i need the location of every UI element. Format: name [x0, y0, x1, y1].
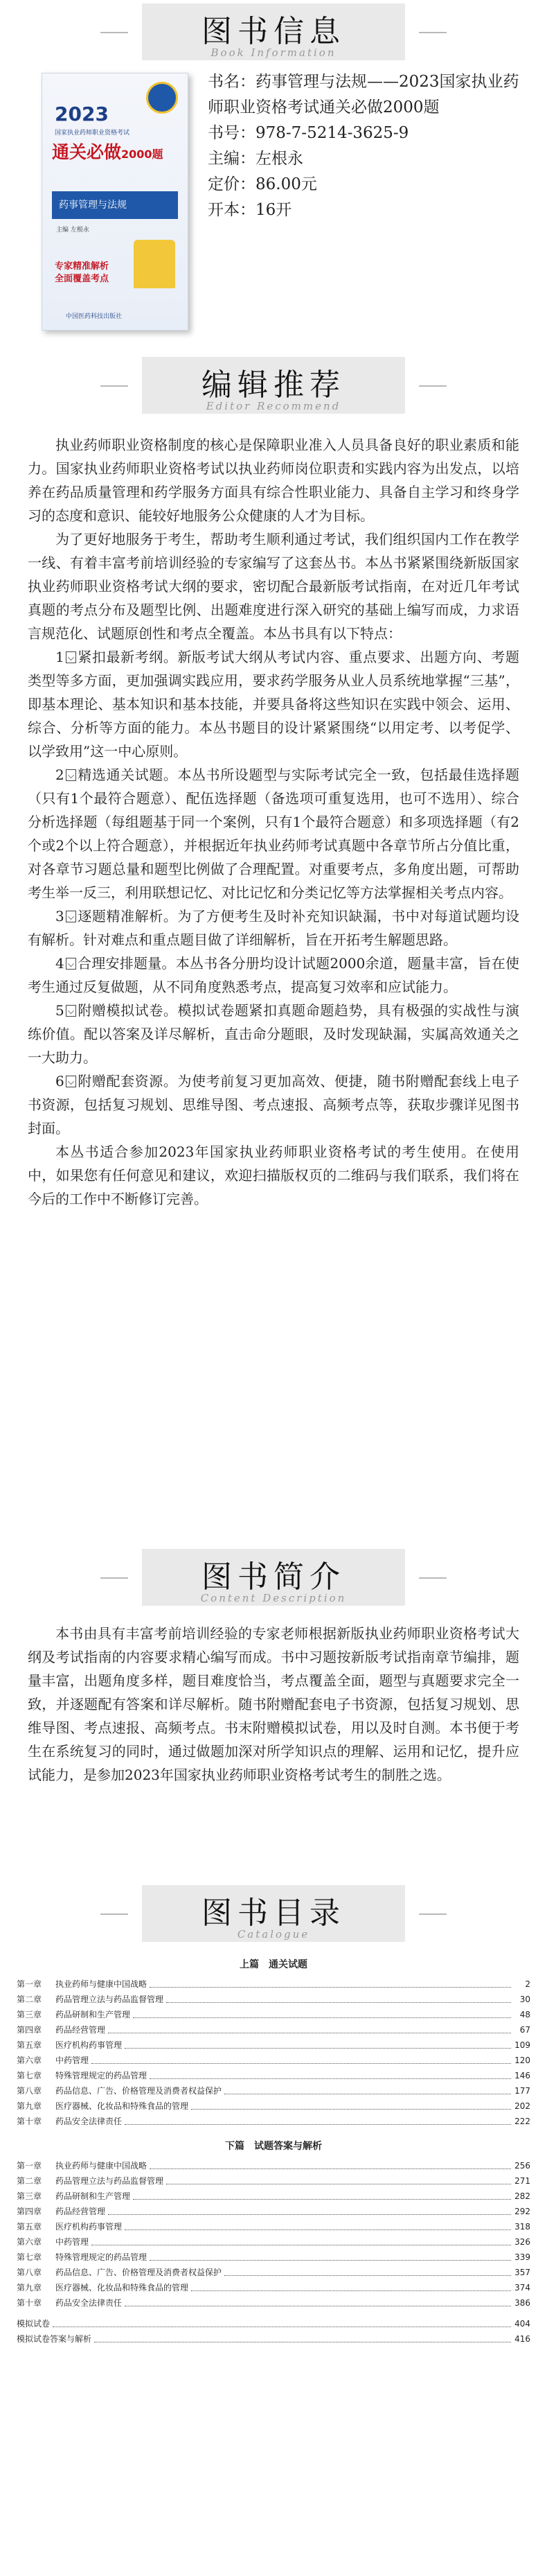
- toc-row: [17, 2234, 530, 2250]
- toc-chapter-number: 第十章: [17, 2298, 42, 2308]
- toc-leader-dots: [150, 1987, 511, 1988]
- section-title: 图书简介: [201, 1559, 346, 1595]
- toc-entry-label: [17, 2204, 105, 2219]
- toc-chapter-number: 第三章: [17, 2191, 42, 2201]
- section-title-box: [142, 357, 405, 414]
- toc-entry-label: [17, 2053, 89, 2068]
- toc-page-number: 120: [514, 2056, 530, 2065]
- section-banner-recommend: [0, 353, 547, 417]
- toc-entry-title: 药品安全法律责任: [55, 2298, 123, 2308]
- toc-row: [17, 2038, 530, 2053]
- toc-row: [17, 2280, 530, 2295]
- cover-publisher: 中国医药科技出版社: [66, 313, 123, 320]
- toc-entry-title: 药品经营管理: [55, 2207, 106, 2216]
- toc-chapter-number: 第一章: [17, 2161, 42, 2171]
- toc-entry-label: [17, 2022, 105, 2038]
- toc-page-number: 177: [514, 2086, 530, 2096]
- toc-entry-title: 模拟试卷: [17, 2319, 51, 2329]
- cover-subject-band: 药事管理与法规: [52, 191, 178, 219]
- toc-row: [17, 2265, 530, 2280]
- section-subtitle: Book Information: [210, 46, 337, 59]
- toc-entry-title: 药品信息、广告、价格管理及消费者权益保护: [55, 2268, 222, 2277]
- toc-part-list: [17, 1977, 530, 2129]
- toc-row: [17, 2158, 530, 2173]
- book-format: 开本：16开: [208, 201, 292, 219]
- book-title: 书名：药事管理与法规——2023国家执业药师职业资格考试通关必做2000题: [208, 73, 519, 116]
- cover-pass: 通关必做2000题: [52, 142, 163, 162]
- toc-entry-label: [17, 2114, 122, 2129]
- table-of-contents: [17, 1953, 530, 2347]
- toc-leader-dots: [133, 2199, 511, 2200]
- toc-entry-title: 执业药师与健康中国战略: [55, 2161, 147, 2171]
- toc-entry-title: 药品管理立法与药品监督管理: [55, 1995, 164, 2004]
- toc-leader-dots: [91, 2063, 511, 2064]
- toc-chapter-number: 第四章: [17, 2207, 42, 2216]
- recommend-paragraph: 5 附赠模拟试卷。模拟试卷题紧扣真题命题趋势，具有极强的实战性与演练价值。配以答案及详尽解析，直击命分题眼，及时发现缺漏，实属高效通关之一大助力。: [28, 1002, 520, 1066]
- toc-entry-title: 中药管理: [55, 2237, 89, 2247]
- section-subtitle: Catalogue: [237, 1928, 310, 1940]
- toc-entry-label: [17, 2068, 147, 2083]
- cover-year: 2023: [55, 103, 109, 125]
- toc-entry-label: [17, 1977, 147, 1992]
- cover-tags: 专家精准解析 全面覆盖考点: [55, 261, 109, 284]
- book-isbn: 书号：978-7-5214-3625-9: [208, 124, 409, 142]
- toc-entry-title: 医疗机构药事管理: [55, 2040, 123, 2050]
- toc-chapter-number: 第六章: [17, 2237, 42, 2247]
- section-subtitle: Content Description: [200, 1592, 347, 1604]
- book-cover-image: [42, 73, 188, 331]
- toc-chapter-number: 第五章: [17, 2040, 42, 2050]
- toc-entry-title: 医疗机构药事管理: [55, 2222, 123, 2232]
- toc-chapter-number: 第九章: [17, 2283, 42, 2293]
- toc-page-number: 30: [519, 1995, 530, 2004]
- toc-leader-dots: [125, 2124, 511, 2125]
- toc-entry-title: 药品安全法律责任: [55, 2117, 123, 2126]
- toc-chapter-number: 第二章: [17, 1995, 42, 2004]
- toc-page-number: 109: [514, 2040, 530, 2050]
- toc-row: [17, 2295, 530, 2311]
- recommend-paragraph: 2 精选通关试题。本丛书所设题型与实际考试完全一致，包括最佳选择题（只有1个最符合题意）、配伍选择题（备选项可重复选用，也可不选用）、综合分析选择题（每组题基于同一个案例，只有1个最符合题意）和多项选择题（有2个或2个以上符合题意），并根据近年执业药师考试真题中各章节所占分值比重，对各章节习题总量和题型比例做了合理配置。对重要考点，多角度出题，可帮助考生举一反三，利用联想记忆、对比记忆和分类记忆等方法掌握相关考点内容。: [28, 766, 520, 901]
- toc-leader-dots: [191, 2290, 511, 2291]
- section-banner-info: [0, 0, 547, 64]
- toc-entry-title: 特殊管理规定的药品管理: [55, 2252, 147, 2262]
- section-title-box: [142, 3, 405, 60]
- toc-entry-label: [17, 2234, 89, 2250]
- toc-row: [17, 2189, 530, 2204]
- cover-series: 国家执业药师职业资格考试: [55, 130, 130, 137]
- book-editor: 主编：左根永: [208, 150, 303, 168]
- toc-page-number: 374: [514, 2283, 530, 2293]
- toc-entry-title: 药品经营管理: [55, 2025, 106, 2035]
- intro-paragraph: 本书由具有丰富考前培训经验的专家老师根据新版执业药师职业资格考试大纲及考试指南的内容要求精心编写而成。书中习题按新版考试指南章节编排，题量丰富，出题角度多样，题目难度恰当，考点覆盖全面，题型与真题要求完全一致，并逐题配有答案和详尽解析。随书附赠配套电子书资源，包括复习规划、思维导图、考点速报、高频考点。书末附赠模拟试卷，用以及时自测。本书便于考生在系统复习的同时，通过做题加深对所学知识点的理解、运用和记忆，提升应试能力，是参加2023年国家执业药师职业资格考试考生的制胜之选。: [28, 1625, 519, 1783]
- toc-entry-title: 模拟试卷答案与解析: [17, 2334, 92, 2344]
- toc-row: [17, 2099, 530, 2114]
- section-title: 图书目录: [201, 1895, 346, 1931]
- section-subtitle: Editor Recommend: [206, 400, 341, 412]
- toc-row: [17, 2250, 530, 2265]
- section-title: 编辑推荐: [201, 367, 346, 403]
- toc-page-number: 256: [514, 2161, 530, 2171]
- toc-page-number: 416: [514, 2334, 530, 2344]
- toc-entry-title: 药品管理立法与药品监督管理: [55, 2176, 164, 2186]
- toc-row: [17, 2219, 530, 2234]
- toc-entry-label: [17, 2038, 122, 2053]
- toc-page-number: 404: [514, 2319, 530, 2329]
- toc-chapter-number: 第五章: [17, 2222, 42, 2232]
- toc-part-list: [17, 2158, 530, 2311]
- publisher-logo-icon: [146, 82, 178, 114]
- toc-entry-label: [17, 2331, 91, 2347]
- toc-entry-label: [17, 2099, 188, 2114]
- toc-page-number: 318: [514, 2222, 530, 2232]
- intro-text: [28, 1622, 519, 1787]
- toc-chapter-number: 第九章: [17, 2101, 42, 2111]
- toc-row: [17, 2053, 530, 2068]
- toc-chapter-number: 第六章: [17, 2056, 42, 2065]
- toc-chapter-number: 第一章: [17, 1979, 42, 1989]
- toc-entry-label: [17, 2316, 50, 2331]
- toc-row: [17, 2007, 530, 2022]
- recommend-paragraph: 执业药师职业资格制度的核心是保障职业准入人员具备良好的职业素质和能力。国家执业药师职业资格考试以执业药师岗位职责和实践内容为出发点，以培养在药品质量管理和药学服务方面具有综合性职业能力、具备自主学习和终身学习的态度和意识、能较好地服务公众健康的人才为目标。: [28, 437, 519, 524]
- toc-entry-label: [17, 2083, 222, 2099]
- toc-row: [17, 2083, 530, 2099]
- toc-row: [17, 2173, 530, 2189]
- toc-entry-label: [17, 2189, 130, 2204]
- checkbox-icon: [66, 651, 76, 663]
- toc-row: [17, 2316, 530, 2331]
- toc-leader-dots: [150, 2260, 511, 2261]
- toc-chapter-number: 第七章: [17, 2252, 42, 2262]
- cover-author: 主编 左根永: [56, 227, 89, 234]
- toc-page-number: 2: [525, 1979, 530, 1989]
- toc-page-number: 67: [519, 2025, 530, 2035]
- toc-chapter-number: 第三章: [17, 2010, 42, 2019]
- section-title-box: [142, 1549, 405, 1606]
- toc-page-number: 282: [514, 2191, 530, 2201]
- toc-entry-title: 中药管理: [55, 2056, 89, 2065]
- toc-entry-title: 医疗器械、化妆品和特殊食品的管理: [55, 2283, 189, 2293]
- toc-page-number: 271: [514, 2176, 530, 2186]
- toc-chapter-number: 第十章: [17, 2117, 42, 2126]
- toc-row: [17, 1977, 530, 1992]
- toc-row: [17, 1992, 530, 2007]
- cover-bag-icon: [134, 240, 175, 288]
- section-banner-toc: [0, 1882, 547, 1945]
- recommend-paragraph: 1 紧扣最新考纲。新版考试大纲从考试内容、重点要求、出题方向、考题类型等多方面，更加强调实践应用，要求药学服务从业人员系统地掌握“三基”，即基本理论、基本知识和基本技能，并要具备将这些知识在实践中领会、运用、综合、分析等方面的能力。本丛书题目的设计紧紧围绕“以用定考、以考促学、以学致用”这一中心原则。: [28, 649, 520, 760]
- section-title: 图书信息: [201, 14, 346, 49]
- toc-leader-dots: [125, 2048, 511, 2049]
- toc-leader-dots: [125, 2229, 511, 2230]
- toc-entry-title: 医疗器械、化妆品和特殊食品的管理: [55, 2101, 189, 2111]
- recommend-paragraph: 本丛书适合参加2023年国家执业药师职业资格考试的考生使用。在使用中，如果您有任何意见和建议，欢迎扫描版权页的二维码与我们联系，我们将在今后的工作中不断修订完善。: [28, 1144, 519, 1207]
- toc-entry-label: [17, 2295, 122, 2311]
- toc-page-number: 202: [514, 2101, 530, 2111]
- checkbox-icon: [66, 1076, 76, 1087]
- toc-chapter-number: 第二章: [17, 2176, 42, 2186]
- toc-chapter-number: 第八章: [17, 2086, 42, 2096]
- recommend-paragraph: 6 附赠配套资源。为使考前复习更加高效、便捷，随书附赠配套线上电子书资源，包括复习规划、思维导图、考点速报、高频考点等，获取步骤详见图书封面。: [28, 1073, 520, 1137]
- toc-entry-title: 特殊管理规定的药品管理: [55, 2071, 147, 2080]
- toc-page-number: 326: [514, 2237, 530, 2247]
- toc-tail-list: [17, 2316, 530, 2347]
- toc-entry-label: [17, 2250, 147, 2265]
- toc-part-title: 上篇 通关试题: [240, 1959, 307, 1970]
- toc-entry-title: 药品研制和生产管理: [55, 2191, 131, 2201]
- toc-part-title: 下篇 试题答案与解析: [225, 2141, 322, 2152]
- toc-leader-dots: [166, 2002, 511, 2003]
- toc-page-number: 222: [514, 2117, 530, 2126]
- toc-entry-label: [17, 2280, 188, 2295]
- recommend-paragraph: 为了更好地服务于考生，帮助考生顺利通过考试，我们组织国内工作在教学一线、有着丰富考前培训经验的专家编写了这套丛书。本丛书紧紧围绕新版国家执业药师职业资格考试大纲的要求，密切配合最新版考试指南，在对近几年考试真题的考点分布及题型比例、出题难度进行深入研究的基础上编写而成，力求语言规范化、试题原创性和考点全覆盖。本丛书具有以下特点：: [28, 531, 519, 642]
- checkbox-icon: [66, 1005, 76, 1017]
- toc-leader-dots: [224, 2275, 511, 2276]
- toc-entry-label: [17, 2007, 130, 2022]
- toc-entry-label: [17, 2158, 147, 2173]
- section-banner-intro: [0, 1545, 547, 1609]
- toc-entry-label: [17, 2219, 122, 2234]
- toc-entry-title: 药品信息、广告、价格管理及消费者权益保护: [55, 2086, 222, 2096]
- toc-page-number: 146: [514, 2071, 530, 2080]
- toc-chapter-number: 第八章: [17, 2268, 42, 2277]
- toc-page-number: 386: [514, 2298, 530, 2308]
- toc-entry-title: 药品研制和生产管理: [55, 2010, 131, 2019]
- toc-row: [17, 2022, 530, 2038]
- toc-entry-label: [17, 1992, 163, 2007]
- toc-leader-dots: [108, 2214, 511, 2215]
- toc-entry-title: 执业药师与健康中国战略: [55, 1979, 147, 1989]
- book-price: 定价：86.00元: [208, 175, 317, 193]
- toc-page-number: 339: [514, 2252, 530, 2262]
- toc-page-number: 48: [519, 2010, 530, 2019]
- checkbox-icon: [66, 958, 76, 970]
- recommend-paragraph: 4 合理安排题量。本丛书各分册均设计试题2000余道，题量丰富，旨在使考生通过反复做题，从不同角度熟悉考点，提高复习效率和应试能力。: [28, 955, 519, 995]
- toc-row: [17, 2204, 530, 2219]
- toc-entry-label: [17, 2265, 222, 2280]
- toc-page-number: 292: [514, 2207, 530, 2216]
- checkbox-icon: [66, 911, 76, 922]
- toc-row: [17, 2331, 530, 2347]
- toc-entry-label: [17, 2173, 163, 2189]
- recommend-text: [28, 433, 519, 1211]
- toc-leader-dots: [150, 2078, 511, 2079]
- toc-row: [17, 2114, 530, 2129]
- toc-chapter-number: 第四章: [17, 2025, 42, 2035]
- toc-row: [17, 2068, 530, 2083]
- toc-leader-dots: [150, 2168, 511, 2169]
- section-title-box: [142, 1885, 405, 1942]
- book-info-list: [208, 69, 526, 223]
- toc-chapter-number: 第七章: [17, 2071, 42, 2080]
- checkbox-icon: [66, 769, 76, 781]
- toc-leader-dots: [133, 2017, 511, 2018]
- toc-leader-dots: [191, 2109, 511, 2110]
- toc-page-number: 357: [514, 2268, 530, 2277]
- recommend-paragraph: 3 逐题精准解析。为了方便考生及时补充知识缺漏，书中对每道试题均设有解析。针对难点和重点题目做了详细解析，旨在开拓考生解题思路。: [28, 908, 520, 948]
